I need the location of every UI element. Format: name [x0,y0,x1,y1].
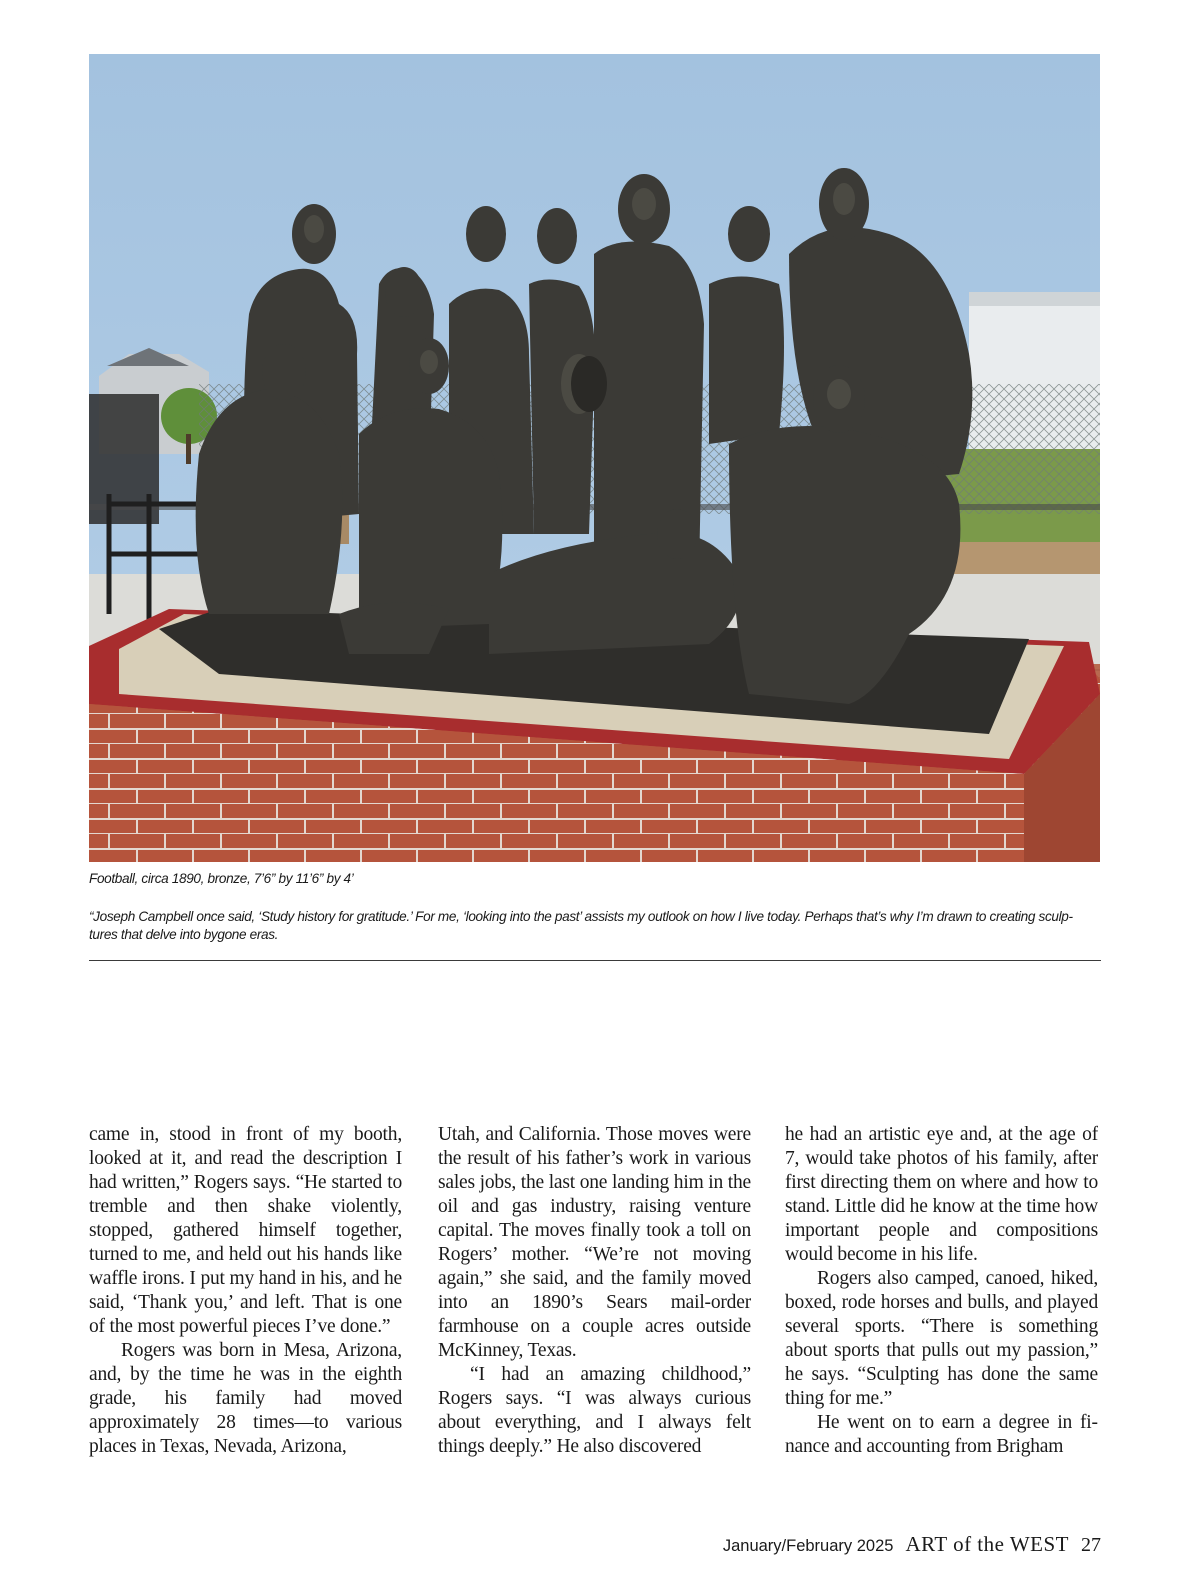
page-number: 27 [1081,1534,1101,1556]
magazine-name: ART of the WEST [905,1532,1069,1556]
paragraph: he had an artistic eye and, at the age of 7, would take photos of his family, after first directing them on where and how to stand. Little did he know at the time how important people and compositions would become in his life. [785,1124,1098,1265]
paragraph: Rogers also camped, canoed, hiked, boxed, rode horses and bulls, and played several sports. “There is something about sports that pulls out my passion,” he says. “Sculpting has done the same thing for me.” [785,1268,1098,1409]
divider-rule [89,960,1101,961]
paragraph: “I had an amazing childhood,” Rogers says. “I was always curious about everything, and I always felt things deeply.” He also discovered [438,1364,751,1457]
page-footer [723,1532,1101,1556]
paragraph: He went on to earn a degree in finance and accounting from Brigham [785,1412,1098,1457]
photo-caption: Football, circa 1890, bronze, 7’6” by 11’6” by 4’ [89,871,354,886]
issue-date: January/February 2025 [722,1537,894,1555]
article-column-2 [438,1123,751,1463]
sculpture-photo [89,54,1100,862]
paragraph: Utah, and California. Those moves were the result of his father’s work in various sales jobs, the last one landing him in the oil and gas industry, raising venture capital. The moves finally took a toll on Rogers’ mother. “We’re not moving again,” she said, and the family moved into an 1890’s Sears mail-order farmhouse on a couple acres outside McKinney, Texas. [438,1124,751,1361]
paragraph: Rogers was born in Mesa, Arizona, and, by the time he was in the eighth grade, his family had moved approximately 28 times—to various places in Texas, Nevada, Arizona, [89,1340,402,1457]
article-column-3 [785,1123,1098,1463]
paragraph: came in, stood in front of my booth, looked at it, and read the description I had written,” Rogers says. “He started to tremble and then shake violently, stopped, gathered himself together, turned to me, and held out his hands like waffle irons. I put my hand in his, and he said, ‘Thank you,’ and left. That is one of the most powerful pieces I’ve done.” [89,1124,402,1337]
article-column-1 [89,1123,402,1463]
pull-quote: “Joseph Campbell once said, ‘Study history for gratitude.’ For me, ‘looking into the past’ assists my outlook on how I live today. Perhaps that’s why I’m drawn to creating sculp- tures that delve into bygone eras. [89,909,1073,942]
